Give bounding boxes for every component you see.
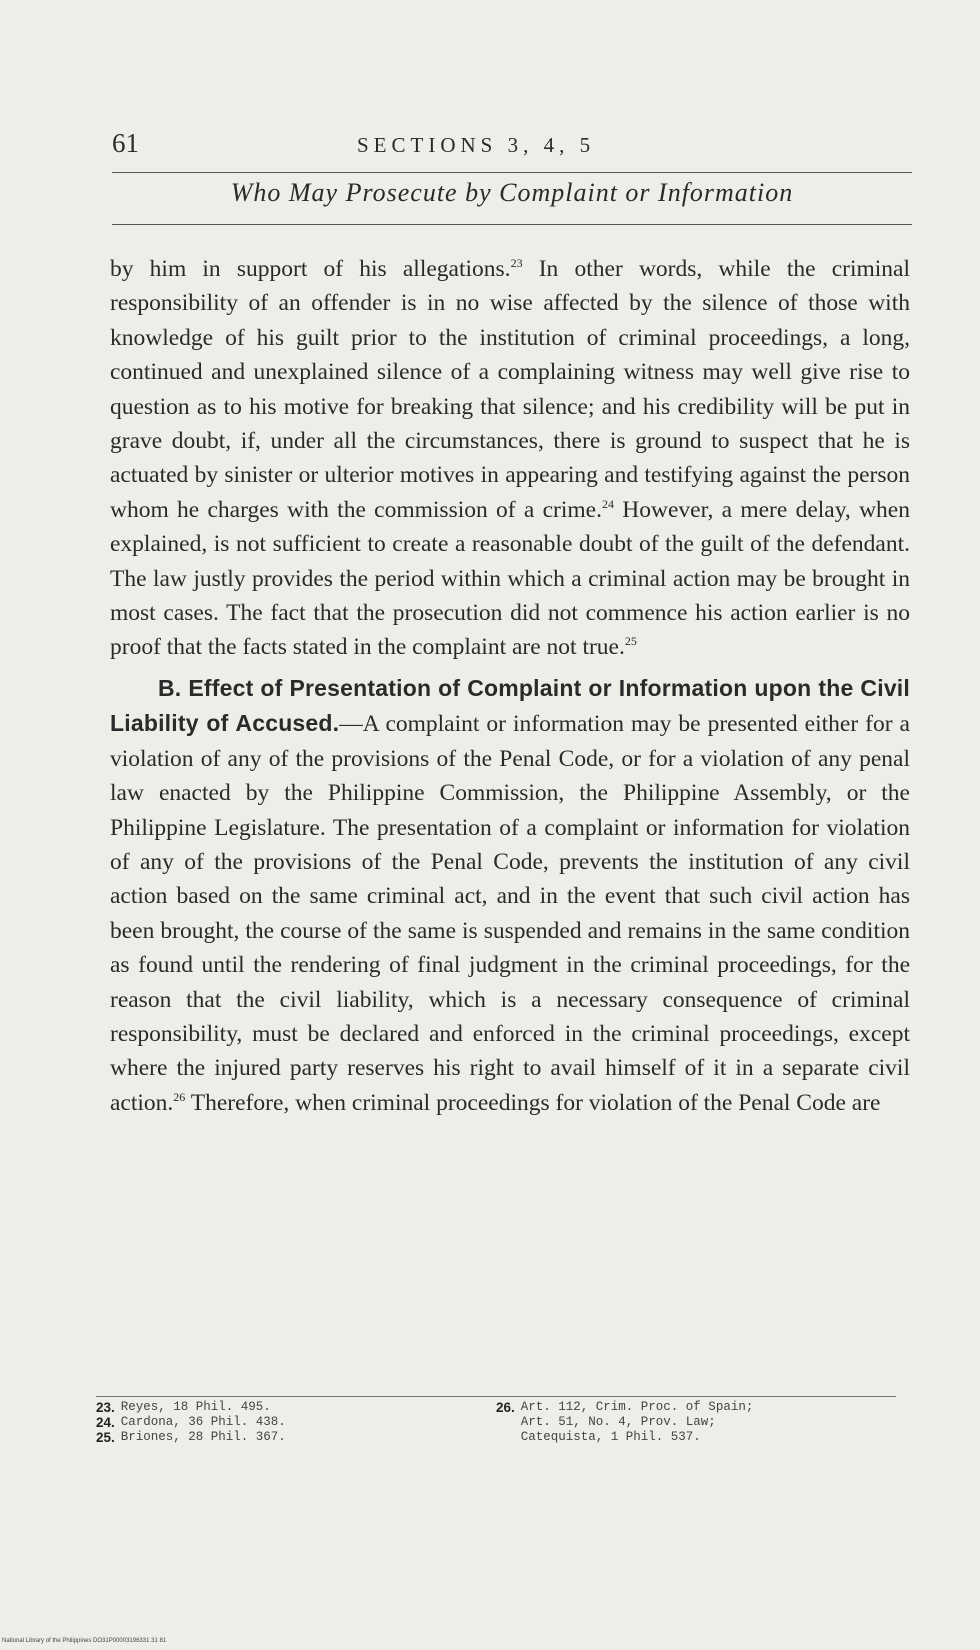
paragraph-silence-of-witness <box>110 252 910 665</box>
footnotes-left-column <box>96 1400 486 1445</box>
header-rule-bottom <box>112 224 912 225</box>
footnote-ref-24: 24 <box>601 497 614 512</box>
footnote-ref-26: 26 <box>173 1089 186 1104</box>
text-run: by him in support of his allegations. <box>110 256 511 282</box>
footnote-ref-23: 23 <box>510 256 523 271</box>
footnote-number: 26. <box>496 1400 515 1415</box>
footnote-rule <box>96 1396 896 1397</box>
footnote-ref-25: 25 <box>624 634 637 649</box>
section-heading-b: B. Effect of Presentation of Complaint or Information upon the Civil Liability of Accused. <box>110 674 910 737</box>
text-run: —A complaint or information may be presented either for a violation of any of the provisions of the Penal Code, or for a violation of any penal law enacted by the Philippine Commission, the Philippine Assembly, or the Philippine Legislature. The presentation of a complaint or information for violation of any of the provisions of the Penal Code, prevents the institution of any civil action based on the same criminal act, and in the event that such civil action has been brought, the course of the same is suspended and remains in the same condition as found until the rendering of final judgment in the criminal proceedings, for the reason that the civil liability, which is a necessary consequence of criminal responsibility, must be declared and enforced in the criminal proceedings, except where the injured party reserves his right to avail himself of it in a separate civil action. <box>110 711 910 1116</box>
text-run: In other words, while the criminal responsibility of an offender is in no wise affected by the silence of those with knowledge of his guilt prior to the institution of criminal proceedings, a long, continued and unexplained silence of a complaining witness may well give rise to question as to his motive for breaking that silence; and his credibility will be put in grave doubt, if, under all the circumstances, there is ground to suspect that he is actuated by sinister or ulterior motives in appearing and testifying against the person whom he charges with the commission of a crime. <box>110 256 911 523</box>
footnote <box>96 1400 486 1415</box>
footnotes-right-column <box>496 1400 896 1445</box>
text-run: Therefore, when criminal proceedings for violation of the Penal Code are <box>185 1089 881 1116</box>
text-run: However, a mere delay, when explained, is not sufficient to create a reasonable doubt of the guilt of the defendant. The law justly provides the period within which a criminal action may be brought in most cases. The fact that the prosecution did not commence his action earlier is no proof that the facts stated in the complaint are not true. <box>110 496 910 661</box>
scan-imprint: National Library of the Philippines DO31P00003196331 31 81 <box>2 1638 167 1644</box>
footnote <box>96 1430 486 1445</box>
footnote-number: 23. <box>96 1400 115 1415</box>
body-text <box>110 252 910 1120</box>
footnotes <box>96 1400 896 1445</box>
footnote-text: Reyes, 18 Phil. 495. <box>120 1400 271 1414</box>
header-rule-top <box>112 172 912 173</box>
footnote-number: 24. <box>96 1415 115 1430</box>
page-subtitle: Who May Prosecute by Complaint or Information <box>230 178 794 207</box>
footnote-text: Cardona, 36 Phil. 438. <box>120 1415 286 1429</box>
footnote-text: Briones, 28 Phil. 367. <box>120 1430 286 1444</box>
section-title: SECTIONS 3, 4, 5 <box>357 133 596 157</box>
footnote-number: 25. <box>96 1430 115 1445</box>
footnote <box>496 1400 896 1445</box>
footnote <box>96 1415 486 1430</box>
paragraph-civil-liability <box>110 671 910 1120</box>
page-number: 61 <box>112 128 139 158</box>
running-head <box>112 128 912 159</box>
footnote-text: Art. 112, Crim. Proc. of Spain; Art. 51, No. 4, Prov. Law; Catequista, 1 Phil. 537. <box>520 1400 754 1444</box>
